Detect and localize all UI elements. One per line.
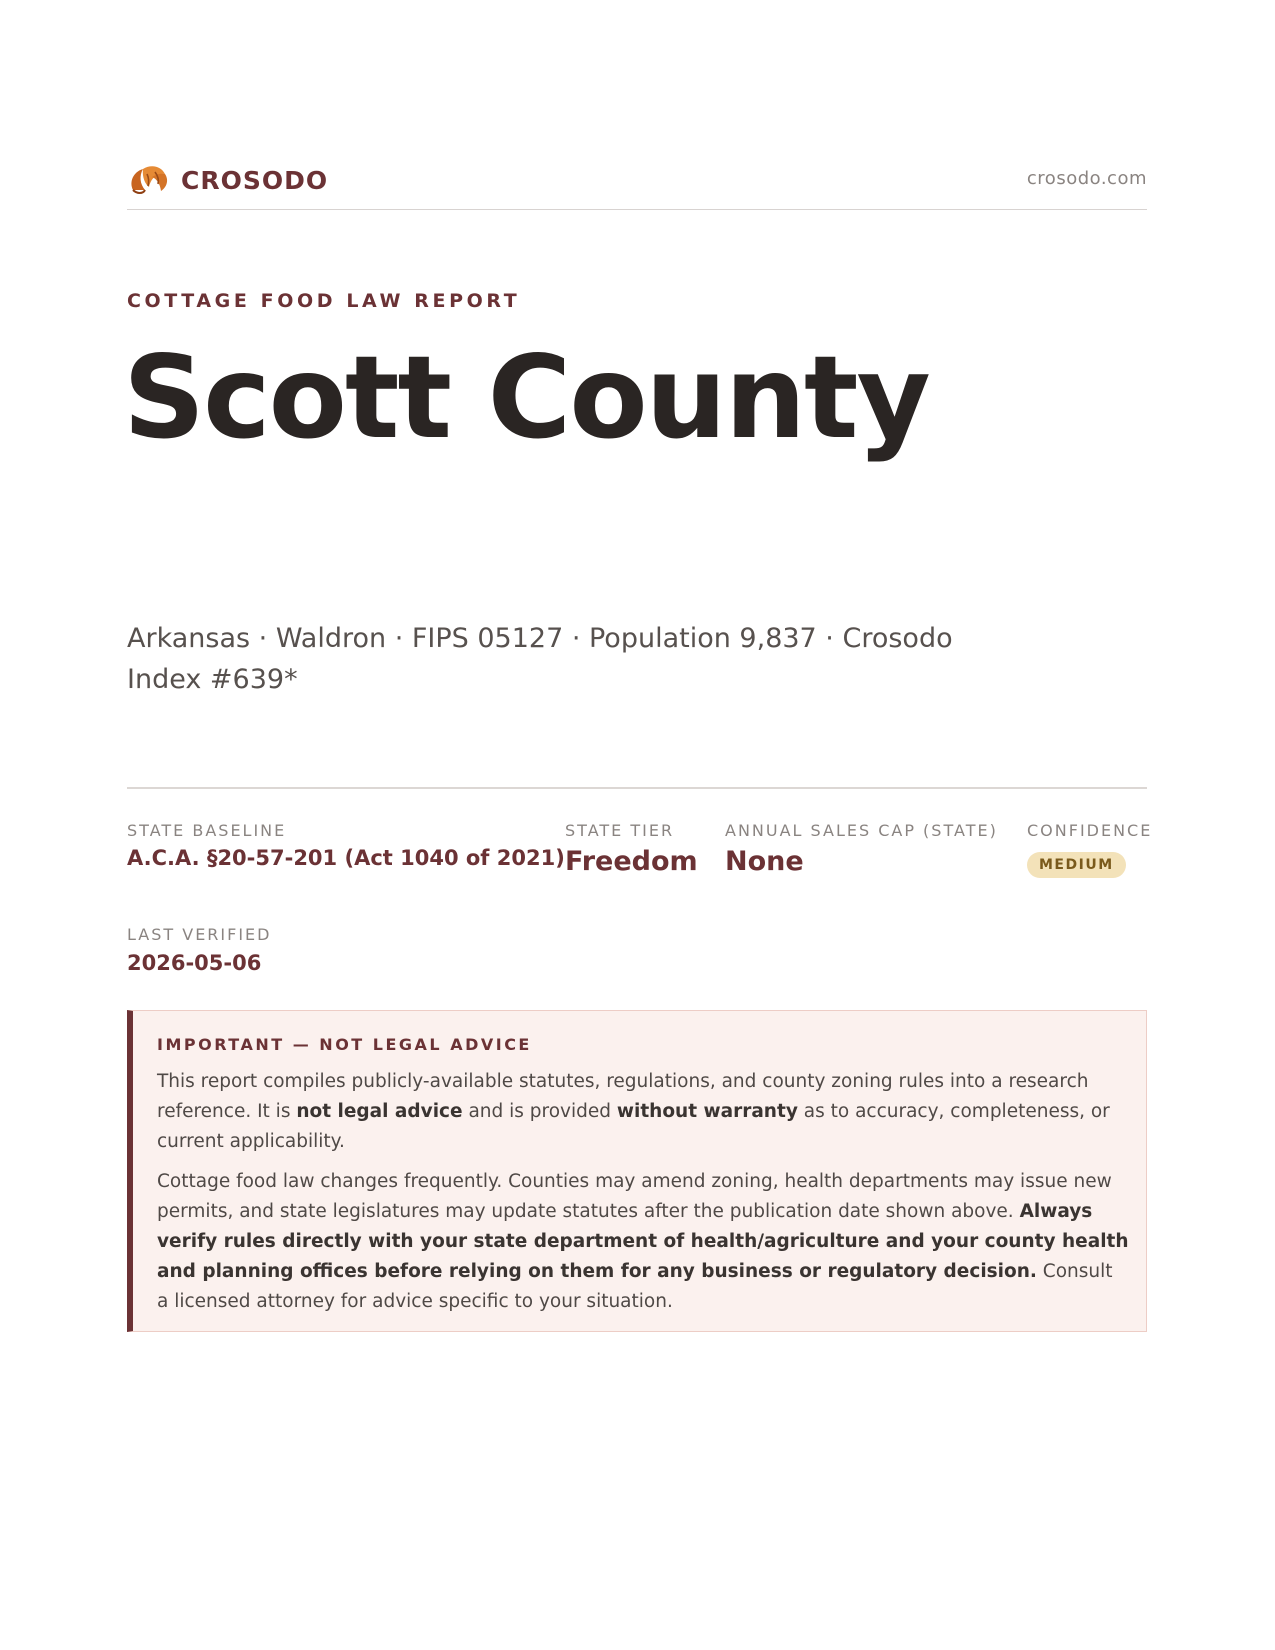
disclaimer-title: IMPORTANT — NOT LEGAL ADVICE: [157, 1035, 532, 1054]
brand: [127, 160, 328, 200]
disclaimer-paragraph-2: Cottage food law changes frequently. Counties may amend zoning, health departments may issue new permits, and state legislatures may update statutes after the publication date shown above. Always verify rules directly with your state department of health/agriculture and your county health and planning offices before relying on them for any business or regulatory decision. Consult a licensed attorney for advice specific to your situation.: [157, 1171, 1129, 1312]
state-baseline-value: A.C.A. §20-57-201 (Act 1040 of 2021): [127, 846, 565, 870]
state-baseline-label: STATE BASELINE: [127, 821, 287, 840]
sales-cap-value: None: [725, 846, 804, 877]
state-tier-value: Freedom: [565, 846, 698, 877]
disclaimer-paragraph-1: This report compiles publicly-available statutes, regulations, and county zoning rules into a research reference. It is not legal advice and is provided without warranty as to accuracy, completeness, or current applicability.: [157, 1071, 1110, 1152]
section-divider: [127, 787, 1147, 789]
croissant-icon: [127, 160, 169, 200]
legal-disclaimer: [127, 1010, 1147, 1332]
county-subtitle: Arkansas · Waldron · FIPS 05127 · Population 9,837 · Crosodo Index #639*: [127, 623, 953, 695]
page-title: Scott County: [123, 331, 929, 464]
state-tier-label: STATE TIER: [565, 821, 675, 840]
last-verified-value: 2026-05-06: [127, 951, 262, 975]
brand-name: CROSODO: [181, 165, 329, 195]
page-header: [127, 158, 1147, 210]
confidence-badge: MEDIUM: [1027, 852, 1126, 878]
sales-cap-label: ANNUAL SALES CAP (STATE): [725, 821, 998, 840]
report-type-label: COTTAGE FOOD LAW REPORT: [127, 290, 521, 312]
confidence-label: CONFIDENCE: [1027, 821, 1153, 840]
site-url[interactable]: crosodo.com: [1026, 168, 1147, 189]
last-verified-label: LAST VERIFIED: [127, 925, 272, 944]
